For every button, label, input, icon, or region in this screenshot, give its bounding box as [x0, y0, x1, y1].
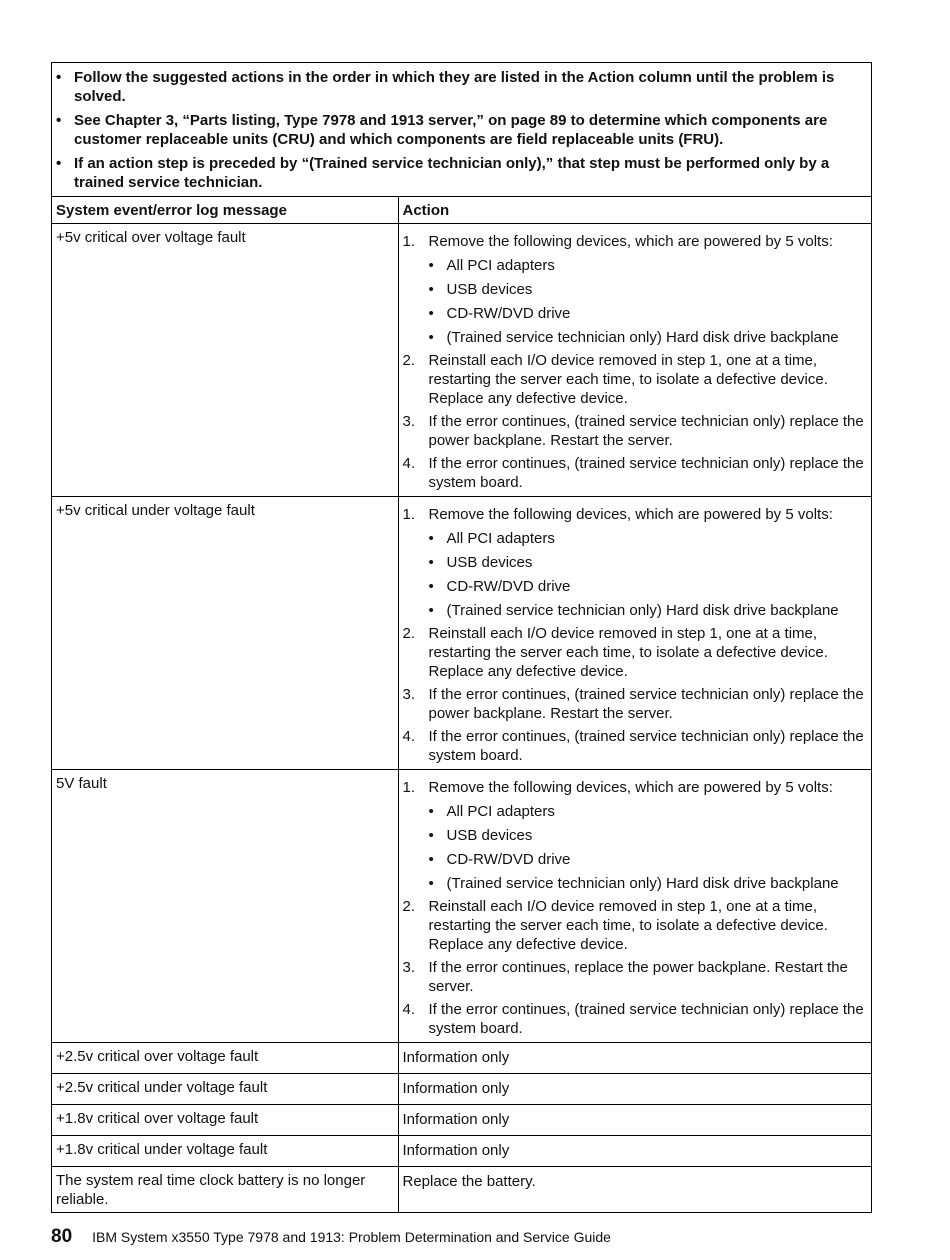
step-text: Remove the following devices, which are powered by 5 volts:	[428, 506, 833, 523]
action-cell: Information only	[398, 1074, 871, 1105]
table-row	[52, 1167, 871, 1213]
step-body	[429, 505, 868, 620]
step-text: If the error continues, (trained service technician only) replace the system board.	[428, 728, 864, 764]
step-number: 4.	[402, 1001, 416, 1018]
step-text: If the error continues, (trained service technician only) replace the system board.	[428, 1001, 864, 1037]
step-body	[429, 685, 868, 723]
action-step	[403, 351, 868, 408]
device-name: (Trained service technician only) Hard disk drive backplane	[446, 875, 839, 892]
bullet: •	[428, 602, 434, 619]
step-text: Reinstall each I/O device removed in step 1, one at a time, restarting the server each time, to isolate a defective device. Replace any defective device.	[428, 352, 828, 407]
error-message-cell: +5v critical under voltage fault	[52, 497, 398, 770]
error-message-cell: 5V fault	[52, 770, 398, 1043]
bullet: •	[428, 554, 434, 571]
step-number: 3.	[402, 413, 416, 430]
error-message-cell: +1.8v critical over voltage fault	[52, 1105, 398, 1136]
step-number: 4.	[402, 728, 416, 745]
device-list-item	[429, 529, 868, 548]
device-list-item	[429, 601, 868, 620]
table-row	[52, 770, 871, 1043]
bullet: •	[428, 257, 434, 274]
device-name: CD-RW/DVD drive	[446, 578, 571, 595]
note-item	[56, 154, 865, 192]
device-list-item	[429, 874, 868, 893]
step-body	[429, 778, 868, 893]
step-text: Remove the following devices, which are powered by 5 volts:	[428, 233, 833, 250]
step-number: 2.	[402, 898, 416, 915]
action-step	[403, 454, 868, 492]
note-item	[56, 68, 865, 106]
device-name: CD-RW/DVD drive	[446, 851, 571, 868]
error-message-cell: +2.5v critical over voltage fault	[52, 1043, 398, 1074]
bullet: •	[428, 851, 434, 868]
error-log-table	[52, 197, 871, 1212]
device-list-item	[429, 304, 868, 323]
table-row	[52, 1105, 871, 1136]
action-step	[403, 727, 868, 765]
error-log-table-frame	[51, 62, 872, 1213]
table-header-row	[52, 197, 871, 224]
step-text: If the error continues, (trained service technician only) replace the power backplane. Restart the server.	[428, 686, 864, 722]
device-name: USB devices	[446, 281, 533, 298]
action-cell: Information only	[398, 1043, 871, 1074]
action-step	[403, 685, 868, 723]
bullet: •	[428, 578, 434, 595]
notes-box	[52, 63, 871, 197]
action-cell: Information only	[398, 1105, 871, 1136]
action-step	[403, 232, 868, 347]
error-message-cell: The system real time clock battery is no longer reliable.	[52, 1167, 398, 1213]
bullet: •	[428, 530, 434, 547]
note-text: Follow the suggested actions in the order in which they are listed in the Action column until the problem is solved.	[74, 69, 835, 105]
column-header-message: System event/error log message	[52, 197, 398, 224]
step-body	[429, 624, 868, 681]
step-number: 4.	[402, 455, 416, 472]
device-list-item	[429, 850, 868, 869]
table-body	[52, 224, 871, 1213]
action-step	[403, 505, 868, 620]
step-number: 3.	[402, 686, 416, 703]
step-number: 1.	[402, 506, 416, 523]
action-step	[403, 897, 868, 954]
error-message-cell: +1.8v critical under voltage fault	[52, 1136, 398, 1167]
table-row	[52, 224, 871, 497]
action-step	[403, 1000, 868, 1038]
device-list-item	[429, 553, 868, 572]
device-name: USB devices	[446, 554, 533, 571]
step-text: If the error continues, (trained service technician only) replace the power backplane. Restart the server.	[428, 413, 864, 449]
bullet: •	[428, 803, 434, 820]
device-name: CD-RW/DVD drive	[446, 305, 571, 322]
step-number: 2.	[402, 625, 416, 642]
note-item	[56, 111, 865, 149]
device-name: All PCI adapters	[446, 530, 555, 547]
step-body	[429, 727, 868, 765]
bullet: •	[428, 281, 434, 298]
column-header-action: Action	[402, 202, 450, 219]
action-step	[403, 958, 868, 996]
table-row	[52, 1074, 871, 1105]
note-text: See Chapter 3, “Parts listing, Type 7978 and 1913 server,” on page 89 to determine which components are customer replaceable units (CRU) and which components are field replaceable units (FRU).	[74, 112, 828, 148]
bullet: •	[428, 329, 434, 346]
step-number: 1.	[402, 779, 416, 796]
step-body	[429, 412, 868, 450]
device-name: All PCI adapters	[446, 803, 555, 820]
step-number: 3.	[402, 959, 416, 976]
step-text: Reinstall each I/O device removed in step 1, one at a time, restarting the server each time, to isolate a defective device. Replace any defective device.	[428, 898, 828, 953]
bullet: •	[56, 69, 62, 86]
note-text: If an action step is preceded by “(Trained service technician only),” that step must be performed only by a trained service technician.	[74, 155, 830, 191]
action-step	[403, 412, 868, 450]
device-list-item	[429, 802, 868, 821]
bullet: •	[56, 155, 62, 172]
step-text: Reinstall each I/O device removed in step 1, one at a time, restarting the server each time, to isolate a defective device. Replace any defective device.	[428, 625, 828, 680]
device-name: (Trained service technician only) Hard disk drive backplane	[446, 602, 839, 619]
step-body	[429, 351, 868, 408]
table-row	[52, 1043, 871, 1074]
device-list-item	[429, 328, 868, 347]
device-name: (Trained service technician only) Hard disk drive backplane	[446, 329, 839, 346]
step-text: Remove the following devices, which are powered by 5 volts:	[428, 779, 833, 796]
step-number: 2.	[402, 352, 416, 369]
error-message-cell: +5v critical over voltage fault	[52, 224, 398, 497]
step-text: If the error continues, (trained service technician only) replace the system board.	[428, 455, 864, 491]
device-list-item	[429, 280, 868, 299]
action-step	[403, 778, 868, 893]
device-list-item	[429, 577, 868, 596]
device-name: USB devices	[446, 827, 533, 844]
bullet: •	[428, 875, 434, 892]
step-body	[429, 958, 868, 996]
bullet: •	[56, 112, 62, 129]
action-cell	[398, 224, 871, 497]
page-footer	[51, 1226, 611, 1248]
device-name: All PCI adapters	[446, 257, 555, 274]
device-list-item	[429, 826, 868, 845]
footer-title: IBM System x3550 Type 7978 and 1913: Problem Determination and Service Guide	[92, 1229, 611, 1245]
action-cell: Replace the battery.	[398, 1167, 871, 1213]
action-cell	[398, 497, 871, 770]
step-number: 1.	[402, 233, 416, 250]
table-row	[52, 497, 871, 770]
step-body	[429, 897, 868, 954]
action-cell	[398, 770, 871, 1043]
table-row	[52, 1136, 871, 1167]
page-number: 80	[51, 1226, 73, 1247]
bullet: •	[428, 827, 434, 844]
error-message-cell: +2.5v critical under voltage fault	[52, 1074, 398, 1105]
step-text: If the error continues, replace the power backplane. Restart the server.	[428, 959, 848, 995]
step-body	[429, 232, 868, 347]
action-step	[403, 624, 868, 681]
device-list-item	[429, 256, 868, 275]
bullet: •	[428, 305, 434, 322]
action-cell: Information only	[398, 1136, 871, 1167]
step-body	[429, 454, 868, 492]
step-body	[429, 1000, 868, 1038]
